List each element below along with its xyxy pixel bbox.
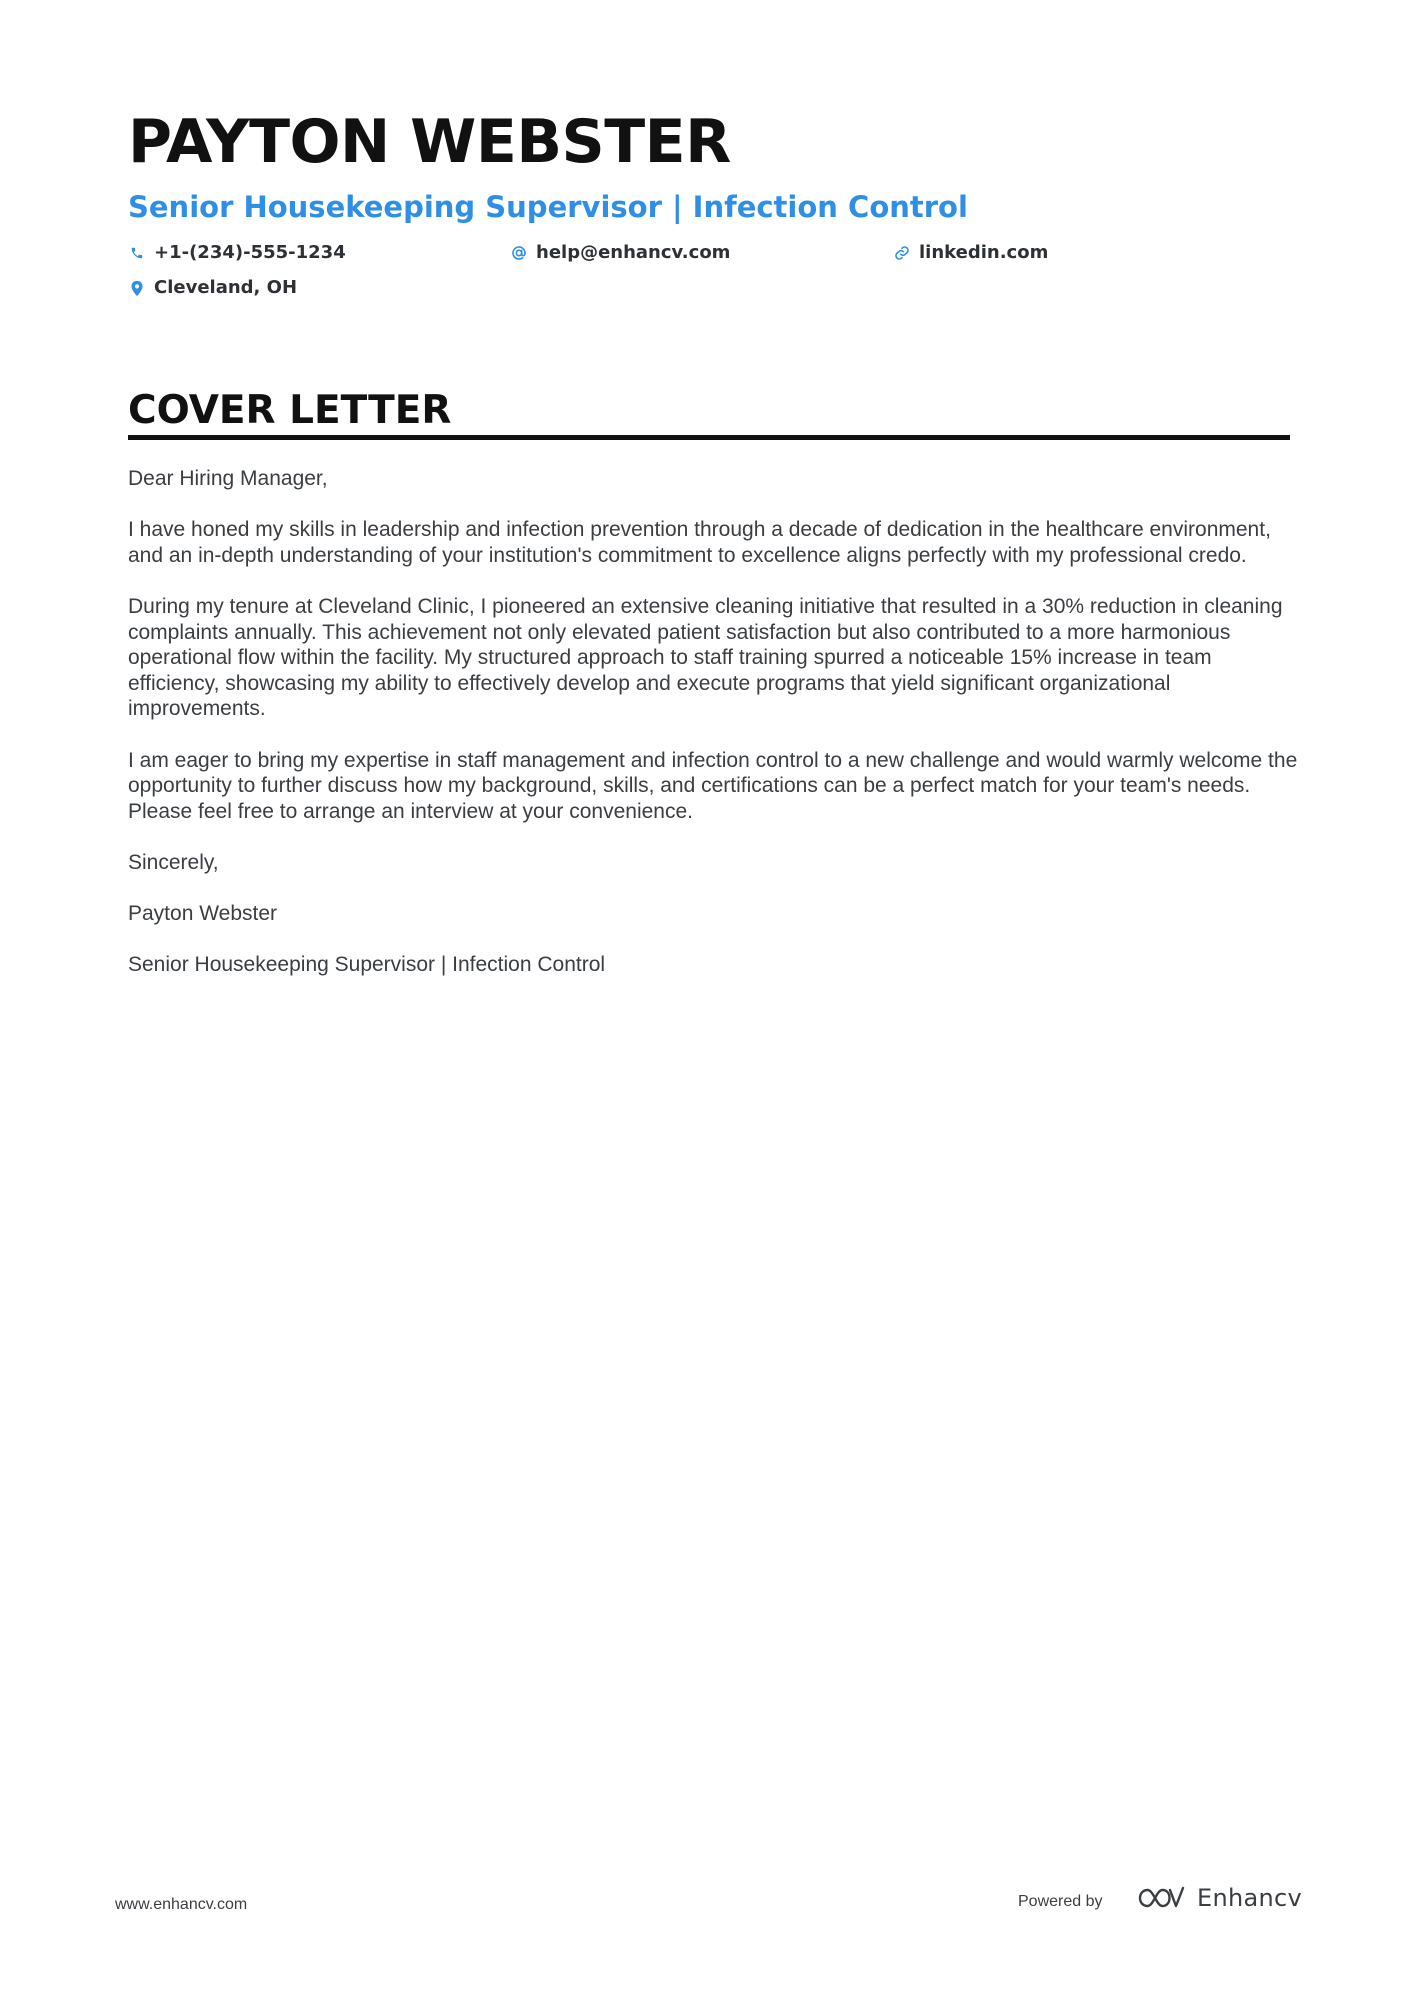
contact-link[interactable] xyxy=(893,244,1048,262)
candidate-name: PAYTON WEBSTER xyxy=(128,107,731,177)
powered-by-label: Powered by xyxy=(1018,1893,1103,1910)
enhancv-logo-icon xyxy=(1137,1885,1185,1911)
contact-email[interactable] xyxy=(510,244,730,262)
brand-logo[interactable] xyxy=(1137,1884,1302,1912)
contact-phone xyxy=(128,244,346,262)
contact-location xyxy=(128,279,297,297)
contact-location-text: Cleveland, OH xyxy=(154,277,298,298)
letter-paragraph: During my tenure at Cleveland Clinic, I pioneered an extensive cleaning initiative that resulted in a 30% reduction in cleaning complaints annually. This achievement not only elevated patient satisfaction but also contributed to a more harmonious operational flow within the facility. My structured approach to staff training spurred a noticeable 15% increase in team efficiency, showcasing my ability to effectively develop and execute programs that yield significant organizational improvements. xyxy=(128,594,1283,721)
letter-salutation: Dear Hiring Manager, xyxy=(128,467,328,490)
section-divider xyxy=(128,435,1290,440)
letter-paragraph: I am eager to bring my expertise in staff management and infection control to a new challenge and would warmly welcome the opportunity to further discuss how my background, skills, and certifications can be a perfect match for your team's needs. Please feel free to arrange an interview at your convenience. xyxy=(128,748,1298,823)
contact-link-text: linkedin.com xyxy=(919,242,1049,263)
letter-body xyxy=(128,466,1298,1003)
section-title: COVER LETTER xyxy=(128,388,452,433)
signature-name: Payton Webster xyxy=(128,902,278,926)
at-icon xyxy=(510,244,528,262)
contact-email-text: help@enhancv.com xyxy=(536,242,731,263)
letter-paragraph: I have honed my skills in leadership and infection prevention through a decade of dedication in the healthcare environment, and an in-depth understanding of your institution's commitment to excellence aligns perfectly with my professional credo. xyxy=(128,518,1271,567)
contact-phone-text: +1-(234)-555-1234 xyxy=(154,242,346,263)
link-icon xyxy=(893,244,911,262)
phone-icon xyxy=(128,244,146,262)
signature-title: Senior Housekeeping Supervisor | Infection Control xyxy=(128,953,606,977)
brand-name: Enhancv xyxy=(1197,1884,1303,1912)
candidate-headline: Senior Housekeeping Supervisor | Infection Control xyxy=(128,190,968,224)
location-pin-icon xyxy=(128,279,146,297)
footer-url[interactable]: www.enhancv.com xyxy=(115,1896,248,1913)
letter-closing: Sincerely, xyxy=(128,850,219,874)
